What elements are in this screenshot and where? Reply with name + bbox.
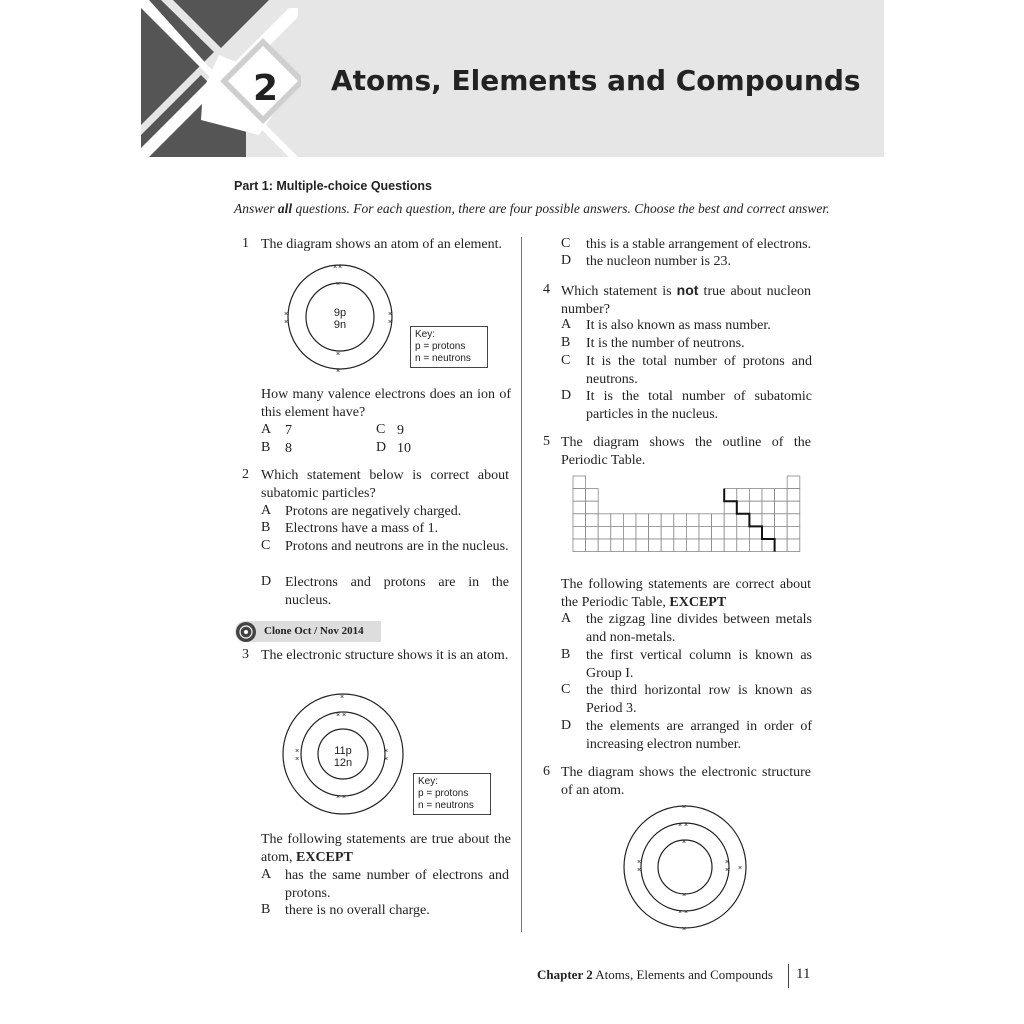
option-label: D [561,253,572,268]
option-text: It is the total number of protons and neutrons. [586,354,812,387]
periodic-table-cell [674,514,687,527]
option-text: Electrons and protons are in the nucleus. [285,575,509,608]
periodic-table-cell [573,539,586,552]
periodic-table-cell [724,539,737,552]
periodic-table-cell [775,526,788,539]
question-6-text: The diagram shows the electronic structure of an atom. [561,765,811,798]
periodic-table-cell [674,526,687,539]
option-text: the first vertical column is known as Group I. [586,648,812,681]
question-1-prompt: How many valence electrons does an ion of this element have? [261,387,511,420]
question-3-number: 3 [242,647,249,662]
option-text: there is no overall charge. [285,903,430,918]
periodic-table-cell [749,489,762,502]
periodic-table-cell [712,526,725,539]
periodic-table-cell [573,501,586,514]
option-label: A [261,422,272,437]
periodic-table-cell [573,476,586,489]
periodic-table-cell [573,526,586,539]
periodic-table-cell [674,539,687,552]
svg-text:×: × [384,748,389,755]
question-5-prompt: The following statements are correct about the Periodic Table, EXCEPT [561,577,811,610]
svg-text:×: × [338,264,343,271]
option-label: B [561,647,571,662]
question-3-prompt: The following statements are true about the atom, EXCEPT [261,832,511,865]
option-text: 9 [397,423,404,438]
svg-text:×: × [336,368,341,375]
svg-text:×: × [725,859,730,866]
clone-badge-label: Clone Oct / Nov 2014 [264,625,364,637]
svg-text:×: × [336,712,341,719]
option-label: B [561,335,571,350]
question-4-number: 4 [543,282,550,297]
periodic-table-cell [686,539,699,552]
svg-text:×: × [388,311,393,318]
footer-divider [788,964,789,988]
periodic-table-cell [623,539,636,552]
periodic-table-cell [775,501,788,514]
option-label: A [261,503,272,518]
svg-text:×: × [637,867,642,874]
svg-text:×: × [682,839,687,846]
periodic-table-cell [611,539,624,552]
option-text: It is the number of neutrons. [586,336,745,351]
option-label: C [561,236,571,251]
periodic-table-cell [649,539,662,552]
question-5-text: The diagram shows the outline of the Periodic Table. [561,435,811,468]
option-text: Protons are negatively charged. [285,504,462,519]
periodic-table-cell [775,489,788,502]
svg-text:×: × [336,281,341,288]
periodic-table-cell [775,514,788,527]
svg-text:×: × [336,351,341,358]
option-text: has the same number of electrons and protons. [285,868,509,901]
option-label: A [261,867,272,882]
footer-chapter: Chapter 2 Atoms, Elements and Compounds [537,967,773,982]
periodic-table-cell [636,539,649,552]
periodic-table-cell [737,539,750,552]
periodic-table-cell [787,501,800,514]
periodic-table-outline [571,474,801,566]
periodic-table-cell [749,526,762,539]
option-label: B [261,902,271,917]
periodic-table-cell [749,501,762,514]
clone-badge-icon [235,621,257,643]
periodic-table-cell [573,489,586,502]
column-divider [521,237,522,932]
periodic-table-cell [762,514,775,527]
option-label: C [561,353,571,368]
part-title: Part 1: Multiple-choice Questions [234,179,432,193]
periodic-table-cell [762,501,775,514]
periodic-table-cell [649,526,662,539]
option-label: A [561,317,572,332]
svg-text:×: × [340,694,345,701]
svg-text:×: × [284,311,289,318]
option-text: Electrons have a mass of 1. [285,521,439,536]
atom-3-key [413,773,491,815]
option-text: 7 [285,423,292,438]
question-2-text: Which statement below is correct about subatomic particles? [261,468,509,501]
periodic-table-cell [737,526,750,539]
key-protons: p = protons [415,341,466,352]
periodic-table-cell [586,514,599,527]
periodic-table-cell [573,514,586,527]
svg-text:×: × [384,756,389,763]
periodic-table-cell [749,514,762,527]
periodic-table-cell [636,526,649,539]
periodic-table-cell [699,526,712,539]
periodic-table-cell [611,514,624,527]
chapter-title: Atoms, Elements and Compounds [331,64,861,97]
periodic-table-cell [686,526,699,539]
question-4-text: Which statement is not true about nucleon number? [561,282,811,317]
page-number: 11 [796,966,811,982]
periodic-table-cell [775,539,788,552]
periodic-table-cell [724,501,737,514]
svg-text:×: × [388,319,393,326]
periodic-table-cell [737,489,750,502]
question-5-number: 5 [543,434,550,449]
periodic-table-cell [762,526,775,539]
option-label: D [376,440,387,455]
question-1-number: 1 [242,236,249,251]
svg-text:×: × [725,867,730,874]
periodic-table-cell [586,526,599,539]
key-neutrons: n = neutrons [415,353,471,364]
periodic-table-cell [586,539,599,552]
svg-text:×: × [682,892,687,899]
atom-3-nucleus [328,745,358,769]
option-text: 8 [285,441,292,456]
atom-3-neutrons: 12n [333,757,353,769]
option-label: D [561,388,572,403]
periodic-table-cell [598,514,611,527]
option-label: D [561,718,572,733]
atom-diagram-6 [620,800,750,934]
periodic-table-cell [724,526,737,539]
periodic-table-cell [611,526,624,539]
periodic-table-cell [787,489,800,502]
instructions: Answer all questions. For each question, there are four possible answers. Choose the best and correct answer. [234,201,830,216]
svg-text:×: × [678,822,683,829]
question-6-number: 6 [543,764,550,779]
atom-1-neutrons: 9n [333,319,347,331]
svg-text:×: × [637,859,642,866]
periodic-table-cell [623,526,636,539]
option-label: B [261,440,271,455]
option-label: B [261,520,271,535]
svg-text:×: × [682,804,687,811]
svg-text:×: × [678,909,683,916]
periodic-table-cell [724,514,737,527]
atom-1-key [410,326,488,368]
svg-text:×: × [333,264,338,271]
option-text: 10 [397,441,411,456]
chapter-number: 2 [253,68,279,109]
option-label: C [376,422,386,437]
option-text: Protons and neutrons are in the nucleus. [285,539,509,554]
option-label: C [261,538,271,553]
periodic-table-cell [649,514,662,527]
atom-3-protons: 11p [334,745,352,757]
periodic-table-cell [712,539,725,552]
periodic-table-cell [686,514,699,527]
periodic-table-cell [623,514,636,527]
svg-text:×: × [684,909,689,916]
periodic-table-cell [586,501,599,514]
question-3-text: The electronic structure shows it is an atom. [261,648,509,663]
periodic-table-cell [737,514,750,527]
svg-text:×: × [342,712,347,719]
svg-text:×: × [295,756,300,763]
key-title: Key: [418,776,439,787]
svg-text:×: × [682,926,687,933]
key-neutrons: n = neutrons [418,800,474,811]
periodic-table-cell [636,514,649,527]
option-label: D [261,574,272,589]
question-1-text: The diagram shows an atom of an element. [261,237,503,252]
option-text: the zigzag line divides between metals and non-metals. [586,612,812,645]
periodic-table-cell [699,514,712,527]
svg-text:×: × [342,794,347,801]
svg-text:×: × [738,865,743,872]
periodic-table-cell [787,476,800,489]
option-text: this is a stable arrangement of electrons. [586,237,812,252]
option-label: A [561,611,572,626]
periodic-table-cell [586,489,599,502]
periodic-table-cell [787,526,800,539]
periodic-table-cell [699,539,712,552]
svg-text:×: × [295,748,300,755]
periodic-table-cell [762,539,775,552]
question-2-number: 2 [242,467,249,482]
periodic-table-cell [762,489,775,502]
periodic-table-cell [661,526,674,539]
key-title: Key: [415,329,436,340]
svg-text:×: × [336,794,341,801]
periodic-table-cell [712,514,725,527]
key-protons: p = protons [418,788,469,799]
atom-1-protons: 9p [333,307,347,319]
periodic-table-cell [598,539,611,552]
periodic-table-cell [787,539,800,552]
periodic-table-cell [661,539,674,552]
option-text: the nucleon number is 23. [586,254,732,269]
periodic-table-cell [787,514,800,527]
option-text: the third horizontal row is known as Period 3. [586,683,812,716]
periodic-table-cell [598,526,611,539]
periodic-table-cell [661,514,674,527]
option-text: It is the total number of subatomic particles in the nucleus. [586,389,812,422]
periodic-table-cell [737,501,750,514]
atom-1-nucleus [325,307,355,331]
svg-text:×: × [284,319,289,326]
periodic-table-cell [724,489,737,502]
periodic-table-cell [749,539,762,552]
option-text: the elements are arranged in order of increasing electron number. [586,719,812,752]
svg-text:×: × [684,822,689,829]
option-text: It is also known as mass number. [586,318,771,333]
option-label: C [561,682,571,697]
